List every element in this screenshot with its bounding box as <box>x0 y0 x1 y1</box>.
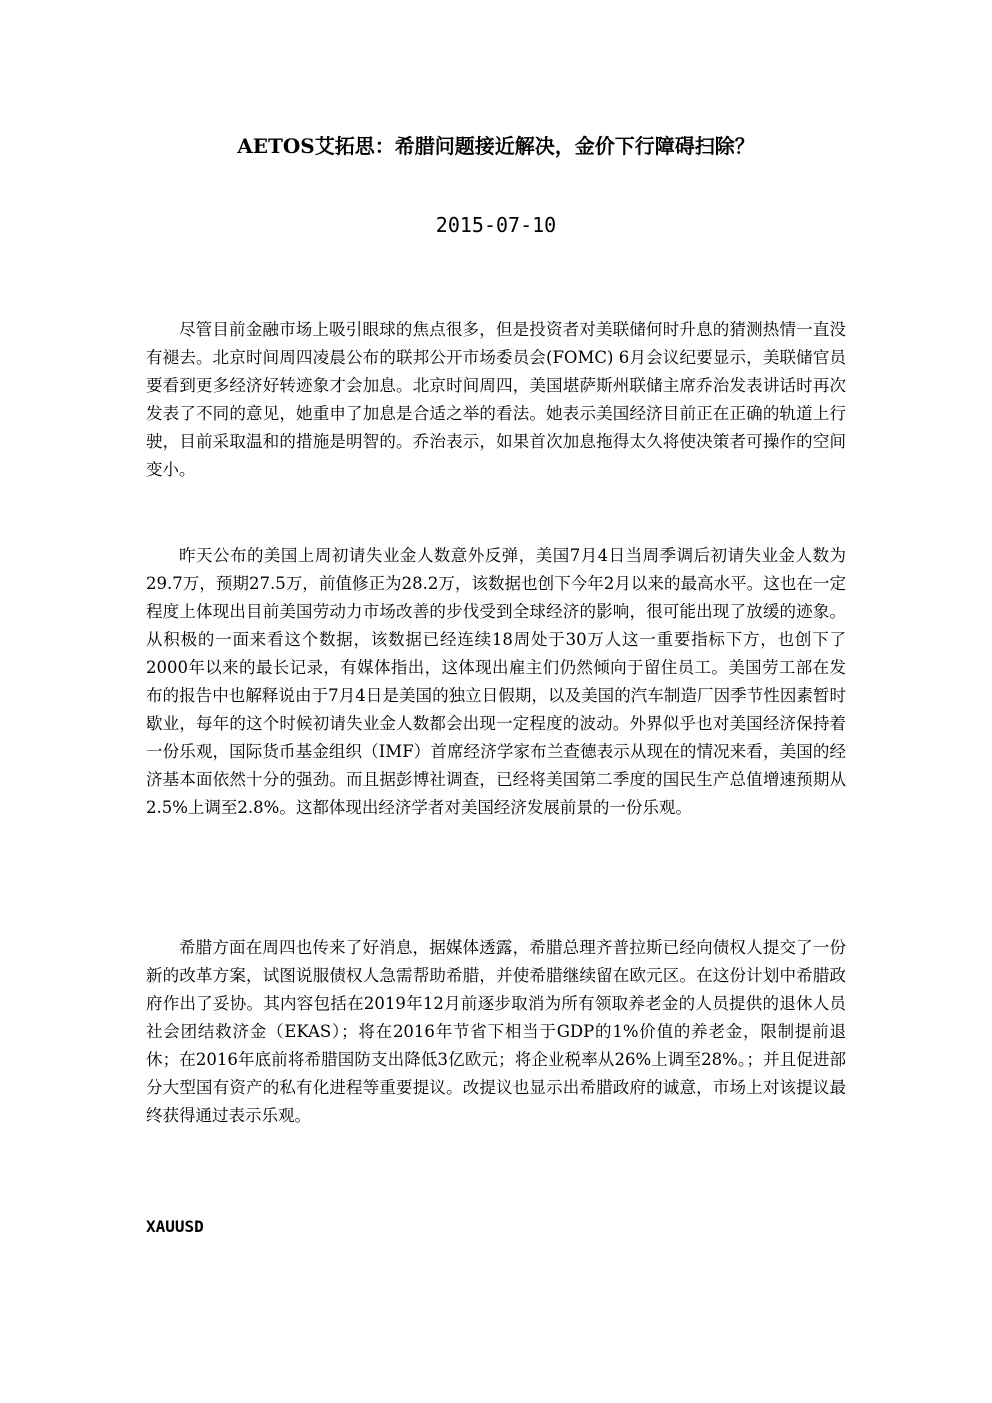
paragraph-jobless-claims: 昨天公布的美国上周初请失业金人数意外反弹，美国7月4日当周季调后初请失业金人数为29.7万，预期27.5万，前值修正为28.2万，该数据也创下今年2月以来的最高水平。这也在一定程度上体现出目前美国劳动力市场改善的步伐受到全球经济的影响，很可能出现了放缓的迹象。从积极的一面来看这个数据，该数据已经连续18周处于30万人这一重要指标下方，也创下了2000年以来的最长记录，有媒体指出，这体现出雇主们仍然倾向于留住员工。美国劳工部在发布的报告中也解释说由于7月4日是美国的独立日假期，以及美国的汽车制造厂因季节性因素暂时歇业，每年的这个时候初请失业金人数都会出现一定程度的波动。外界似乎也对美国经济保持着一份乐观，国际货币基金组织（IMF）首席经济学家布兰查德表示从现在的情况来看，美国的经济基本面依然十分的强劲。而且据彭博社调查，已经将美国第二季度的国民生产总值增速预期从2.5%上调至2.8%。这都体现出经济学者对美国经济发展前景的一份乐观。 <box>146 546 846 817</box>
instrument-tag: XAUUSD <box>146 1217 204 1236</box>
paragraph-greece-proposal: 希腊方面在周四也传来了好消息，据媒体透露，希腊总理齐普拉斯已经向债权人提交了一份新的改革方案，试图说服债权人急需帮助希腊，并使希腊继续留在欧元区。在这份计划中希腊政府作出了妥协。其内容包括在2019年12月前逐步取消为所有领取养老金的人员提供的退休人员社会团结救济金（EKAS）；将在2016年节省下相当于GDP的1%价值的养老金，限制提前退休；在2016年底前将希腊国防支出降低3亿欧元；将企业税率从26%上调至28%。；并且促进部分大型国有资产的私有化进程等重要提议。改提议也显示出希腊政府的诚意，市场上对该提议最终获得通过表示乐观。 <box>146 938 846 1125</box>
publish-date: 2015-07-10 <box>435 213 557 237</box>
document-title: AETOS艾拓思：希腊问题接近解决，金价下行障碍扫除？ <box>237 134 755 158</box>
paragraph-fed-outlook: 尽管目前金融市场上吸引眼球的焦点很多，但是投资者对美联储何时升息的猜测热情一直没有褪去。北京时间周四凌晨公布的联邦公开市场委员会(FOMC) 6月会议纪要显示，美联储官员要看到更多经济好转迹象才会加息。北京时间周四，美国堪萨斯州联储主席乔治发表讲话时再次发表了不同的意见，她重申了加息是合适之举的看法。她表示美国经济目前正在正确的轨道上行驶，目前采取温和的措施是明智的。乔治表示，如果首次加息拖得太久将使决策者可操作的空间变小。 <box>146 320 846 479</box>
